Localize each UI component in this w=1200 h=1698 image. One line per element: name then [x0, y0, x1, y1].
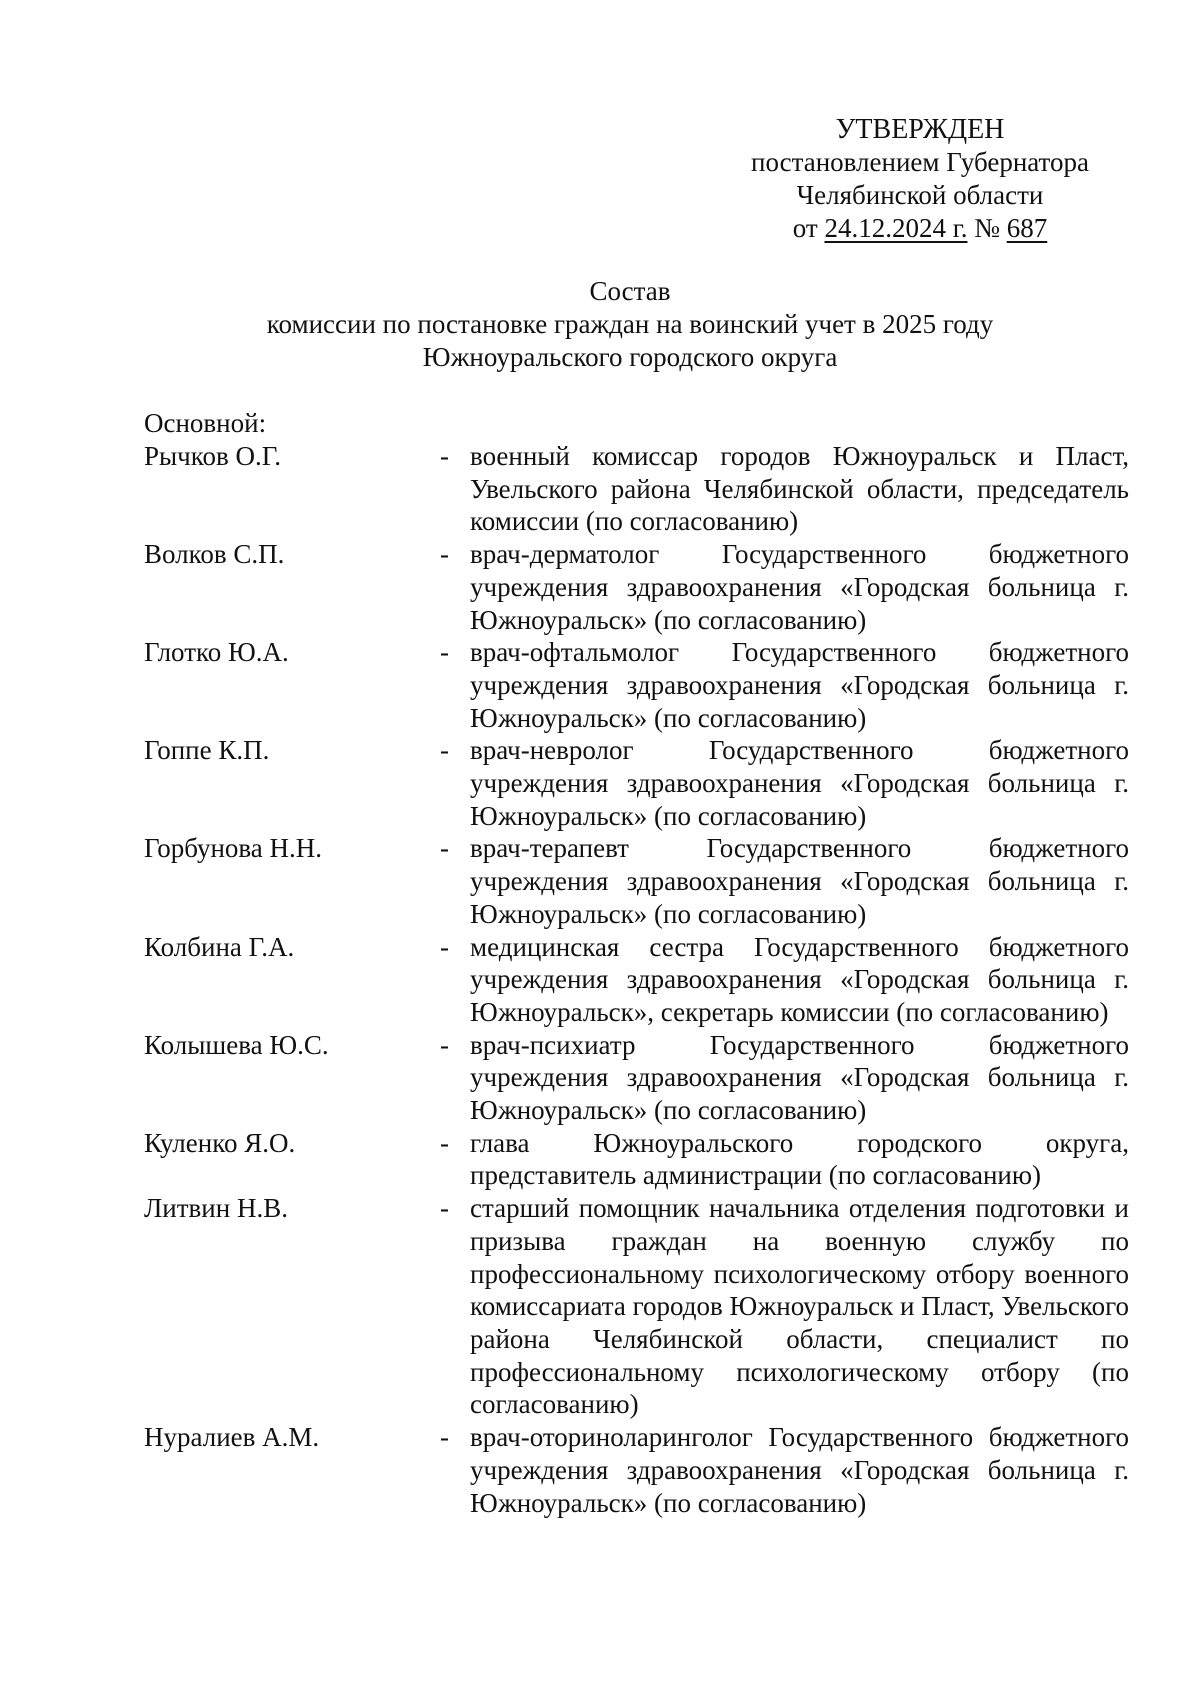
member-dash: - — [440, 1127, 449, 1158]
member-name: Волков С.П. — [144, 539, 285, 570]
document-title: Состав — [589, 276, 671, 306]
member-role: старший помощник начальника отделения подготовки и призыва граждан на военную службу по профессиональному психологическому отбору военного комиссариата городов Южноуральск и Пласт, Увельского района Челябинской области, специалист по профессиональному психологическому отбору (по согласованию) — [470, 1193, 1129, 1420]
member-dash: - — [440, 735, 449, 766]
member-row — [144, 734, 1129, 832]
approval-block — [700, 113, 1140, 245]
member-row — [144, 440, 1129, 538]
member-row — [144, 636, 1129, 734]
member-role: врач-оториноларинголог Государственного бюджетного учреждения здравоохранения «Городская больница г. Южноуральск» (по согласованию) — [470, 1422, 1129, 1518]
member-list — [144, 440, 1129, 1519]
member-row — [144, 538, 1129, 636]
member-name: Колышева Ю.С. — [144, 1029, 329, 1060]
member-name: Литвин Н.В. — [144, 1193, 288, 1224]
approval-number-prefix: № — [967, 213, 1007, 243]
approval-line1: постановлением Губернатора — [751, 147, 1089, 177]
approval-title: УТВЕРЖДЕН — [835, 114, 1005, 145]
approval-date-prefix: от — [792, 213, 825, 243]
member-role: врач-терапевт Государственного бюджетного учреждения здравоохранения «Городская больница г. Южноуральск» (по согласованию) — [470, 833, 1129, 929]
member-role: врач-психиатр Государственного бюджетного учреждения здравоохранения «Городская больница г. Южноуральск» (по согласованию) — [470, 1029, 1129, 1126]
member-dash: - — [440, 539, 449, 570]
member-dash: - — [440, 1193, 449, 1224]
member-name: Глотко Ю.А. — [144, 637, 289, 668]
member-row — [144, 1127, 1129, 1192]
approval-date-line — [700, 212, 1140, 245]
member-row — [144, 1029, 1129, 1127]
member-role: врач-дерматолог Государственного бюджетного учреждения здравоохранения «Городская больница г. Южноуральск» (по согласованию) — [470, 539, 1129, 635]
member-role: глава Южноуральского городского округа, представитель администрации (по согласованию) — [470, 1127, 1129, 1191]
member-dash: - — [440, 1029, 449, 1060]
member-row — [144, 1421, 1129, 1519]
member-dash: - — [440, 637, 449, 668]
member-name: Колбина Г.А. — [144, 931, 295, 962]
member-role: врач-офтальмолог Государственного бюджетного учреждения здравоохранения «Городская больница г. Южноуральск» (по согласованию) — [470, 637, 1129, 733]
document-subtitle-line2: Южноуральского городского округа — [422, 342, 838, 372]
member-role: врач-невролог Государственного бюджетного учреждения здравоохранения «Городская больница г. Южноуральск» (по согласованию) — [470, 735, 1129, 831]
member-dash: - — [440, 833, 449, 864]
approval-date: 24.12.2024 г. — [824, 213, 968, 243]
approval-line2: Челябинской области — [796, 180, 1044, 210]
section-label: Основной: — [144, 408, 267, 438]
member-row — [144, 832, 1129, 930]
member-row — [144, 1192, 1129, 1421]
member-name: Нуралиев А.М. — [144, 1422, 320, 1453]
member-role: медицинская сестра Государственного бюджетного учреждения здравоохранения «Городская больница г. Южноуральск», секретарь комиссии (по согласованию) — [470, 931, 1129, 1027]
member-name: Горбунова Н.Н. — [144, 833, 323, 864]
member-row — [144, 931, 1129, 1029]
document-subtitle-line1: комиссии по постановке граждан на воинский учет в 2025 году — [266, 309, 994, 339]
member-dash: - — [440, 931, 449, 962]
document-title-block — [100, 275, 1160, 374]
member-role: военный комиссар городов Южноуральск и Пласт, Увельского района Челябинской области, председатель комиссии (по согласованию) — [470, 441, 1129, 537]
member-name: Гоппе К.П. — [144, 735, 270, 766]
approval-number: 687 — [1006, 213, 1048, 243]
member-dash: - — [440, 1422, 449, 1453]
member-name: Рычков О.Г. — [144, 441, 282, 471]
member-dash: - — [440, 441, 449, 471]
member-name: Куленко Я.О. — [144, 1127, 296, 1158]
